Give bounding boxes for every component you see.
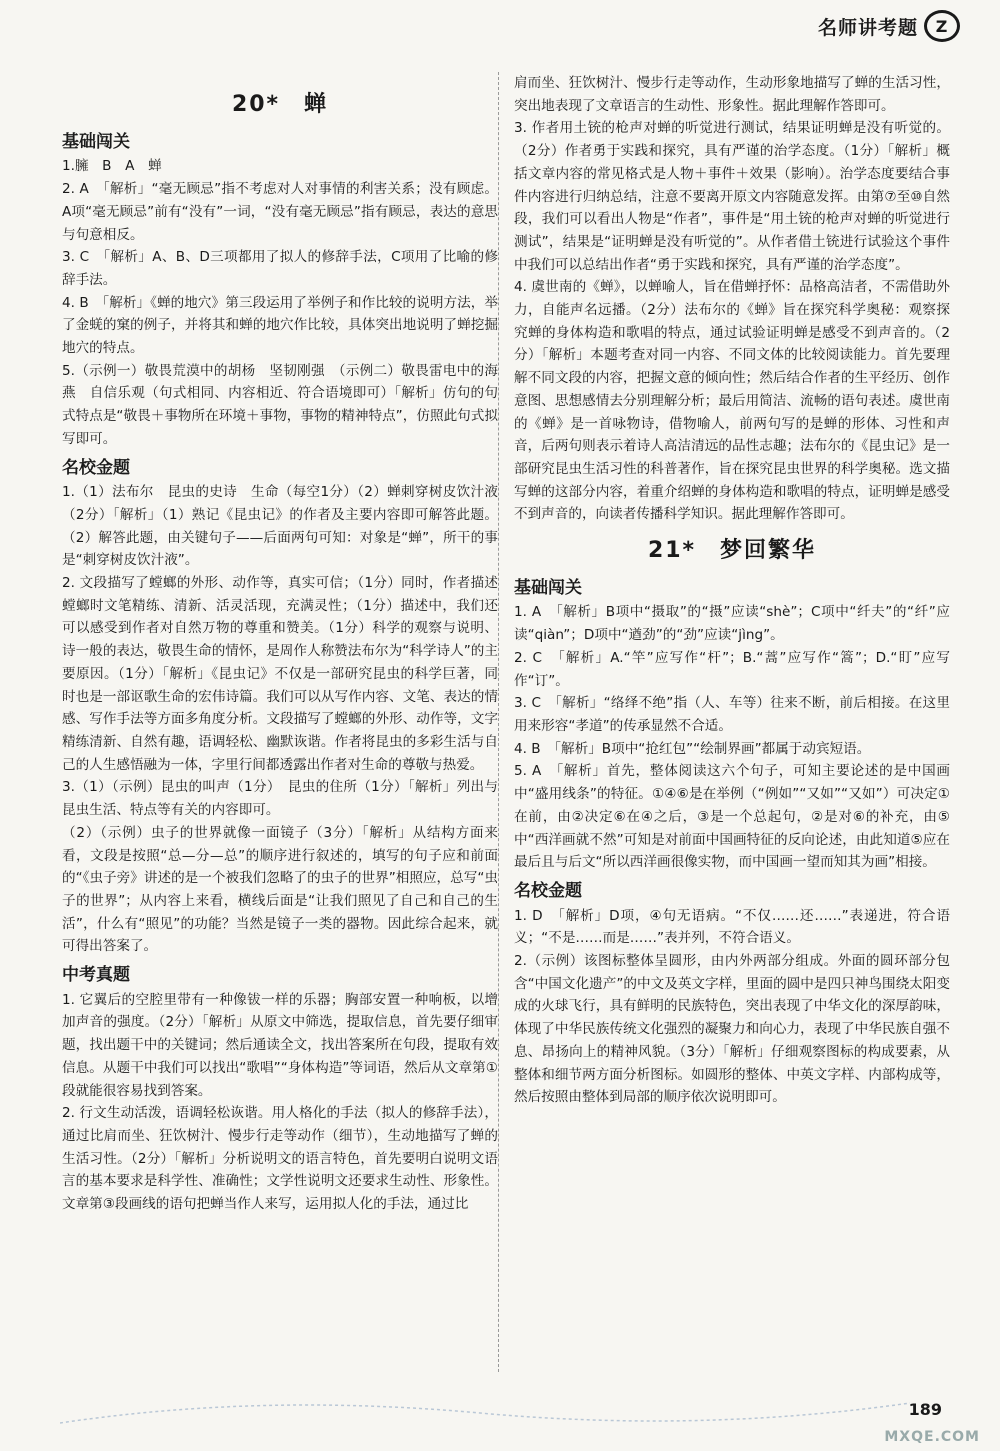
school-answer-3b: （2）（示例）虫子的世界就像一面镜子（3分）「解析」从结构方面来看，文段是按照“总—分—总”的顺序进行叙述的，填写的句子应和前面的“《虫子旁》讲述的是一个被我们忽略了的虫子的世界”相照应，总写“虫子的世界”；从内容上来看，横线后面是“让我们照见了自己和自己的生活”，什么有“照见”的功能？当然是镜子一类的器物。因此综合起来，就可得出答案了。	[62, 824, 498, 955]
exam-answer-4: 4. 虞世南的《蝉》，以蝉喻人，旨在借蝉抒怀：品格高洁者，不需借助外力，自能声名远播。（2分）法布尔的《蝉》旨在探究科学奥秘：观察探究蝉的身体构造和歌唱的特点，通过试验证明蝉是感受不到声音的。（2分）「解析」本题考查对同一内容、不同文体的比较阅读能力。首先要理解不同文段的内容，把握文意的倾向性；然后结合作者的生平经历、创作意图、思想感情去分别理解分析；最后用简洁、流畅的语句表述。虞世南的《蝉》是一首咏物诗，借物喻人，前两句写的是蝉的形体、习性和声音，后两句则表示着诗人高洁清远的品性志趣；法布尔的《昆虫记》是一部研究昆虫生活习性的科普著作，旨在探究昆虫世界的科学奥秘。选文描写蝉的这部分内容，着重介绍蝉的身体构造和歌唱的特点，证明蝉是感受不到声音的，向读者传播科学知识。据此理解作答即可。	[514, 279, 950, 523]
answer-21-4: 4. B 「解析」B项中“抢红包”“绘制界画”都属于动宾短语。	[514, 740, 871, 757]
brand-text: 名师讲考题	[817, 16, 918, 39]
section-famous-school: 名校金题	[62, 457, 130, 478]
column-divider	[498, 72, 499, 1372]
right-column	[514, 72, 950, 1109]
answer-4: 4. B 「解析」《蝉的地穴》第三段运用了举例子和作比较的说明方法，举了金蜣的窠的例子，并将其和蝉的地穴作比较，具体突出地说明了蝉挖掘地穴的特点。	[62, 294, 498, 357]
school-answer-3a: 3.（1）（示例）昆虫的叫声（1分） 昆虫的住所（1分）「解析」列出与昆虫生活、特点等有关的内容即可。	[62, 779, 498, 819]
left-column	[62, 90, 498, 1216]
watermark-text: MXQE.COM	[884, 1429, 980, 1445]
school-answer-21-1: 1. D 「解析」D项，④句无语病。“不仅……还……”表递进，符合语义；“不是……而是……”表并列，不符合语义。	[514, 907, 950, 947]
section-basic: 基础闯关	[62, 131, 130, 152]
answer-5: 5.（示例一）敬畏荒漠中的胡杨 坚韧刚强 （示例二）敬畏雷电中的海燕 自信乐观（句式相同、内容相近、符合语境即可）「解析」仿句的句式特点是“敬畏＋事物所在环境＋事物，事物的精神特点”，仿照此句式拟写即可。	[62, 362, 498, 447]
answer-21-3: 3. C 「解析」“络绎不绝”指（人、车等）往来不断，前后相接。在这里用来形容“孝道”的传承显然不合适。	[514, 695, 950, 734]
exam-answer-3: 3. 作者用土铳的枪声对蝉的听觉进行测试，结果证明蝉是没有听觉的。（2分）作者勇于实践和探究，具有严谨的治学态度。（1分）「解析」概括文章内容的常见格式是人物＋事件＋效果（影响）。治学态度要结合事件内容进行归纳总结，注意不要离开原文内容随意发挥。由第⑦至⑩自然段，我们可以看出人物是“作者”，事件是“用土铳的枪声对蝉的听觉进行测试”，结果是“证明蝉是没有听觉的”。从作者借土铳进行试验这个事件中我们可以总结出作者“勇于实践和探究，具有严谨的治学态度”。	[514, 120, 950, 273]
school-answer-2: 2. 文段描写了螳螂的外形、动作等，真实可信；（1分）同时，作者描述螳螂时文笔精练、清新、活灵活现，充满灵性；（1分）描述中，我们还可以感受到作者对自然万物的尊重和赞美。（1分）科学的观察与说明、诗一般的表达，敬畏生命的情怀，是周作人称赞法布尔为“科学诗人”的主要原因。（1分）「解析」《昆虫记》不仅是一部研究昆虫的科学巨著，同时也是一部讴歌生命的宏伟诗篇。我们可以从写作内容、文笔、表达的情感、写作手法等方面多角度分析。文段描写了螳螂的外形、动作等，文字精练清新、自然有趣，语调轻松、幽默诙谐。作者将昆虫的多彩生活与自己的人生感悟融为一体，字里行间都透露出作者对生命的尊敬与热爱。	[62, 575, 498, 773]
answer-3: 3. C 「解析」A、B、D三项都用了拟人的修辞手法，C项用了比喻的修辞手法。	[62, 249, 498, 288]
section-exam: 中考真题	[62, 965, 130, 986]
school-answer-21-2: 2.（示例）该图标整体呈圆形，由内外两部分组成。外面的圆环部分包含“中国文化遗产”的中文及英文字样，里面的圆中是四只神鸟围绕太阳变成的火球飞行，具有鲜明的民族特色，突出表现了中华文化的深厚韵味，体现了中华民族传统文化强烈的凝聚力和向心力，表现了中华民族自强不息、昂扬向上的精神风貌。（3分）「解析」仔细观察图标的构成要素，从整体和细节两方面分析图标。如圆形的整体、中英文字样、内部构成等，然后按照由整体到局部的顺序依次说明即可。	[514, 953, 950, 1106]
lesson-title-20: 20* 蝉	[231, 92, 329, 117]
answer-2: 2. A 「解析」“毫无顾忌”指不考虑对人对事情的利害关系；没有顾虑。A项“毫无顾忌”前有“没有”一词，“没有毫无顾忌”指有顾忌，表达的意思与句意相反。	[62, 181, 498, 243]
section-famous-school-21: 名校金题	[514, 880, 582, 901]
answer-21-1: 1. A 「解析」B项中“摄取”的“摄”应读“shè”；C项中“纤夫”的“纤”应读“qiàn”；D项中“遒劲”的“劲”应读“jìng”。	[514, 604, 950, 644]
school-answer-1: 1.（1）法布尔 昆虫的史诗 生命（每空1分）（2）蝉刺穿树皮饮汁液（2分）「解析」（1）熟记《昆虫记》的作者及主要内容即可解答此题。（2）解答此题，由关键句子——后面两句可知：对象是“蝉”，所干的事是“刺穿树皮饮汁液”。	[62, 484, 498, 569]
answer-1: 1.臃 B A 蝉	[62, 158, 162, 175]
exam-answer-2: 2. 行文生动活泼，语调轻松诙谐。用人格化的手法（拟人的修辞手法），通过比肩而坐、狂饮树汁、慢步行走等动作（细节），生动地描写了蝉的生活习性。（2分）「解析」分析说明文的语言特色，首先要明白说明文语言的基本要求是科学性、准确性；文学性说明文还要求生动性、形象性。文章第③段画线的语句把蝉当作人来写，运用拟人化的手法，通过比	[62, 1105, 498, 1213]
answer-21-5: 5. A 「解析」首先，整体阅读这六个句子，可知主要论述的是中国画中“盛用线条”的特征。①④⑥是在举例（“例如”“又如”“又如”）可决定①在前，由②决定⑥在④之后，③是一个总起句，②是对⑥的补充，由⑤中“西洋画就不然”可知是对前面中国画特征的反向论述，由此知道⑤应在最后且与后文“所以西洋画很像实物，而中国画一望而知其为画”相接。	[514, 763, 950, 871]
lesson-title-21: 21* 梦回繁华	[647, 538, 817, 564]
exam-answer-2-cont: 肩而坐、狂饮树汁、慢步行走等动作，生动形象地描写了蝉的生活习性，突出地表现了文章语言的生动性、形象性。据此理解作答即可。	[514, 75, 950, 114]
page-number: 189	[908, 1400, 942, 1419]
footer-wave-decoration	[60, 1383, 910, 1433]
brand-logo-icon: Z	[924, 10, 960, 42]
exam-answer-1: 1. 它翼后的空腔里带有一种像钹一样的乐器；胸部安置一种响板，以增加声音的强度。（2分）「解析」从原文中筛选，提取信息，首先要仔细审题，找出题干中的关键词；然后通读全文，找出答案所在句段，提取有效信息。从题干中我们可以找出“歌唱”“身体构造”等词语，然后从文章第①段就能很容易找到答案。	[62, 991, 498, 1099]
answer-21-2: 2. C 「解析」A.“竿”应写作“杆”；B.“蒿”应写作“篙”；D.“盯”应写作“订”。	[514, 649, 950, 689]
section-basic-21: 基础闯关	[514, 577, 582, 598]
header-brand	[818, 10, 960, 42]
